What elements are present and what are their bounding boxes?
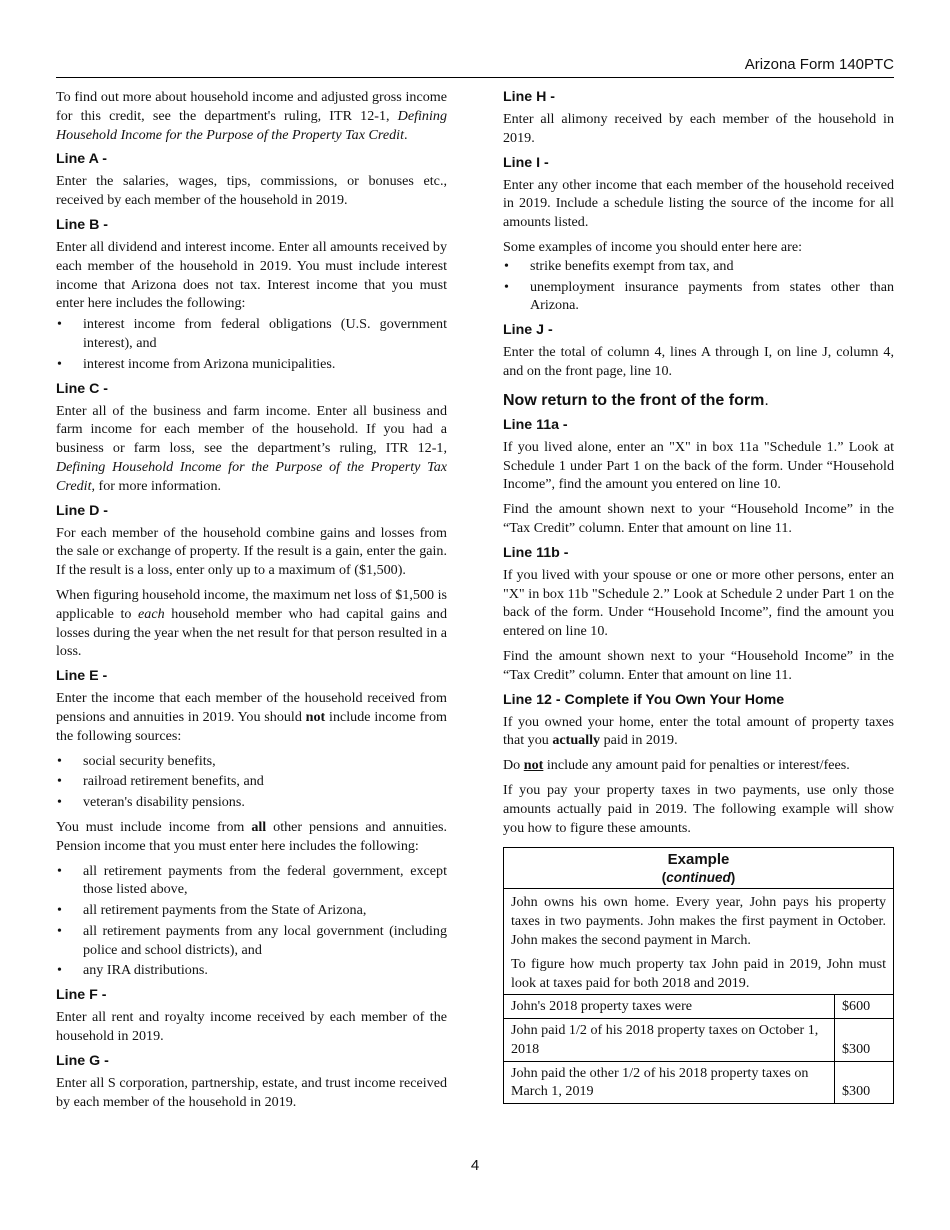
list-item: • interest income from federal obligations (U.S. government interest), and bbox=[56, 315, 447, 353]
line-e-exclusions-list bbox=[56, 752, 447, 812]
table-row bbox=[504, 1061, 893, 1103]
line-b-text: Enter all dividend and interest income. Enter all amounts received by each member of the household in 2019. You must include interest income that Arizona does not tax. Interest income that you must enter here includes the following: bbox=[56, 238, 447, 312]
line-b-list bbox=[56, 315, 447, 373]
line-12-heading: Line 12 - Complete if You Own Your Home bbox=[503, 691, 785, 708]
line-h-heading: Line H - bbox=[503, 89, 556, 105]
row-amount: $300 bbox=[835, 1061, 894, 1103]
example-subtitle: (continued) bbox=[661, 870, 736, 886]
example-box bbox=[503, 847, 894, 1104]
row-amount: $600 bbox=[835, 995, 894, 1018]
line-11b-text-2: Find the amount shown next to your “Household Income” in the “Tax Credit” column. Enter that amount on line 11. bbox=[503, 647, 894, 683]
line-e-inclusions-list bbox=[56, 862, 447, 981]
line-b-heading: Line B - bbox=[56, 216, 109, 233]
line-11a-text-2: Find the amount shown next to your “Household Income” in the “Tax Credit” column. Enter that amount on line 11. bbox=[503, 501, 894, 536]
line-j-text: Enter the total of column 4, lines A through I, on line J, column 4, and on the front page, line 10. bbox=[503, 344, 894, 379]
right-column bbox=[503, 88, 894, 1104]
line-h-text: Enter all alimony received by each member of the household in 2019. bbox=[503, 111, 894, 146]
line-e-text-2: You must include income from all other pensions and annuities. Pension income that you must enter here includes the following: bbox=[56, 818, 448, 854]
example-title: Example bbox=[667, 851, 730, 869]
line-i-text-2: Some examples of income you should enter here are: bbox=[503, 238, 803, 255]
return-heading: Now return to the front of the form. bbox=[503, 391, 769, 409]
list-item: • all retirement payments from the State of Arizona, bbox=[56, 901, 447, 920]
intro-paragraph: To find out more about household income and adjusted gross income for this credit, see the department's ruling, ITR 12-1, Defining Household Income for the Purpose of the Property Tax Credit. bbox=[56, 89, 447, 143]
list-item: • all retirement payments from the federal government, except those listed above, bbox=[56, 862, 447, 900]
line-i-heading: Line I - bbox=[503, 154, 549, 171]
line-12-text-2: Do not include any amount paid for penalties or interest/fees. bbox=[503, 757, 850, 774]
line-j-heading: Line J - bbox=[503, 322, 553, 339]
line-11b-heading: Line 11b - bbox=[503, 544, 569, 561]
line-e-text: Enter the income that each member of the household received from pensions and annuities in 2019. You should not include income from the following sources: bbox=[56, 690, 447, 744]
line-g-text: Enter all S corporation, partnership, estate, and trust income received by each member of the household in 2019. bbox=[56, 1074, 447, 1110]
table-row bbox=[504, 1019, 893, 1062]
line-c-text: Enter all of the business and farm income. Enter all business and farm income for each member of the household. If you had a business or farm loss, see the department’s ruling, ITR 12-1, Defining Household Income for the Purpose of the Property Tax Credit, for more information. bbox=[56, 402, 447, 494]
table-row bbox=[504, 995, 893, 1018]
list-item: • interest income from Arizona municipalities. bbox=[56, 355, 447, 374]
page-number: 4 bbox=[470, 1157, 480, 1174]
line-c-heading: Line C - bbox=[56, 380, 109, 397]
example-body bbox=[504, 889, 893, 995]
list-item: • railroad retirement benefits, and bbox=[56, 772, 447, 791]
list-item: • any IRA distributions. bbox=[56, 961, 447, 980]
line-11b-text: If you lived with your spouse or one or more other persons, enter an "X" in box 11b "Schedule 2.” Look at Schedule 2 under Part 1 on the back of the form. Under “Household Income”, find the amount you entered on line 10. bbox=[503, 566, 894, 640]
example-paragraph-1: John owns his own home. Every year, John pays his property taxes in two payments. John makes the first payment in October. John makes the second payment in March. bbox=[511, 894, 886, 948]
line-a-text: Enter the salaries, wages, tips, commissions, or bonuses etc., received by each member of the household in 2019. bbox=[56, 173, 447, 209]
example-paragraph-2: To figure how much property tax John paid in 2019, John must look at taxes paid for both 2018 and 2019. bbox=[511, 955, 886, 991]
line-d-text: For each member of the household combine gains and losses from the sale or exchange of property. If the result is a gain, enter the gain. If the result is a loss, enter only up to a maximum of ($1,500). bbox=[56, 524, 447, 579]
line-f-text: Enter all rent and royalty income received by each member of the household in 2019. bbox=[56, 1009, 447, 1045]
row-label: John's 2018 property taxes were bbox=[511, 998, 693, 1015]
list-item: • strike benefits exempt from tax, and bbox=[503, 257, 894, 276]
line-g-heading: Line G - bbox=[56, 1052, 109, 1069]
form-title: Arizona Form 140PTC bbox=[744, 56, 894, 73]
list-item: • veteran's disability pensions. bbox=[56, 793, 447, 812]
line-d-text-2: When figuring household income, the maximum net loss of $1,500 is applicable to each household member who had capital gains and losses during the year when the net result for that person resulted in a loss. bbox=[56, 586, 447, 660]
line-i-text: Enter any other income that each member of the household received in 2019. Include a schedule listing the source of the income for all amounts listed. bbox=[503, 176, 894, 231]
example-table bbox=[504, 995, 893, 1103]
row-amount: $300 bbox=[835, 1019, 894, 1062]
line-11a-heading: Line 11a - bbox=[503, 416, 568, 433]
line-11a-text: If you lived alone, enter an "X" in box 11a "Schedule 1.” Look at Schedule 1 under Part 1 on the back of the form. Under “Household Income”, find the amount you entered on line 10. bbox=[503, 438, 894, 493]
line-i-list bbox=[503, 257, 894, 315]
line-12-text-3: If you pay your property taxes in two payments, use only those amounts actually paid in 2019. The following example will show you how to figure these amounts. bbox=[503, 781, 894, 836]
example-header bbox=[504, 848, 893, 889]
list-item: • all retirement payments from any local government (including police and school districts), and bbox=[56, 922, 447, 960]
header-rule bbox=[56, 77, 894, 78]
list-item: • social security benefits, bbox=[56, 752, 447, 771]
left-column bbox=[56, 88, 447, 1117]
line-12-text: If you owned your home, enter the total amount of property taxes that you actually paid in 2019. bbox=[503, 713, 894, 749]
row-label: John paid the other 1/2 of his 2018 property taxes on March 1, 2019 bbox=[504, 1061, 835, 1103]
line-a-heading: Line A - bbox=[56, 151, 107, 168]
line-e-heading: Line E - bbox=[56, 668, 108, 685]
list-item: • unemployment insurance payments from states other than Arizona. bbox=[503, 278, 894, 316]
line-d-heading: Line D - bbox=[56, 502, 109, 519]
line-f-heading: Line F - bbox=[56, 987, 107, 1004]
row-label: John paid 1/2 of his 2018 property taxes on October 1, 2018 bbox=[504, 1019, 835, 1062]
